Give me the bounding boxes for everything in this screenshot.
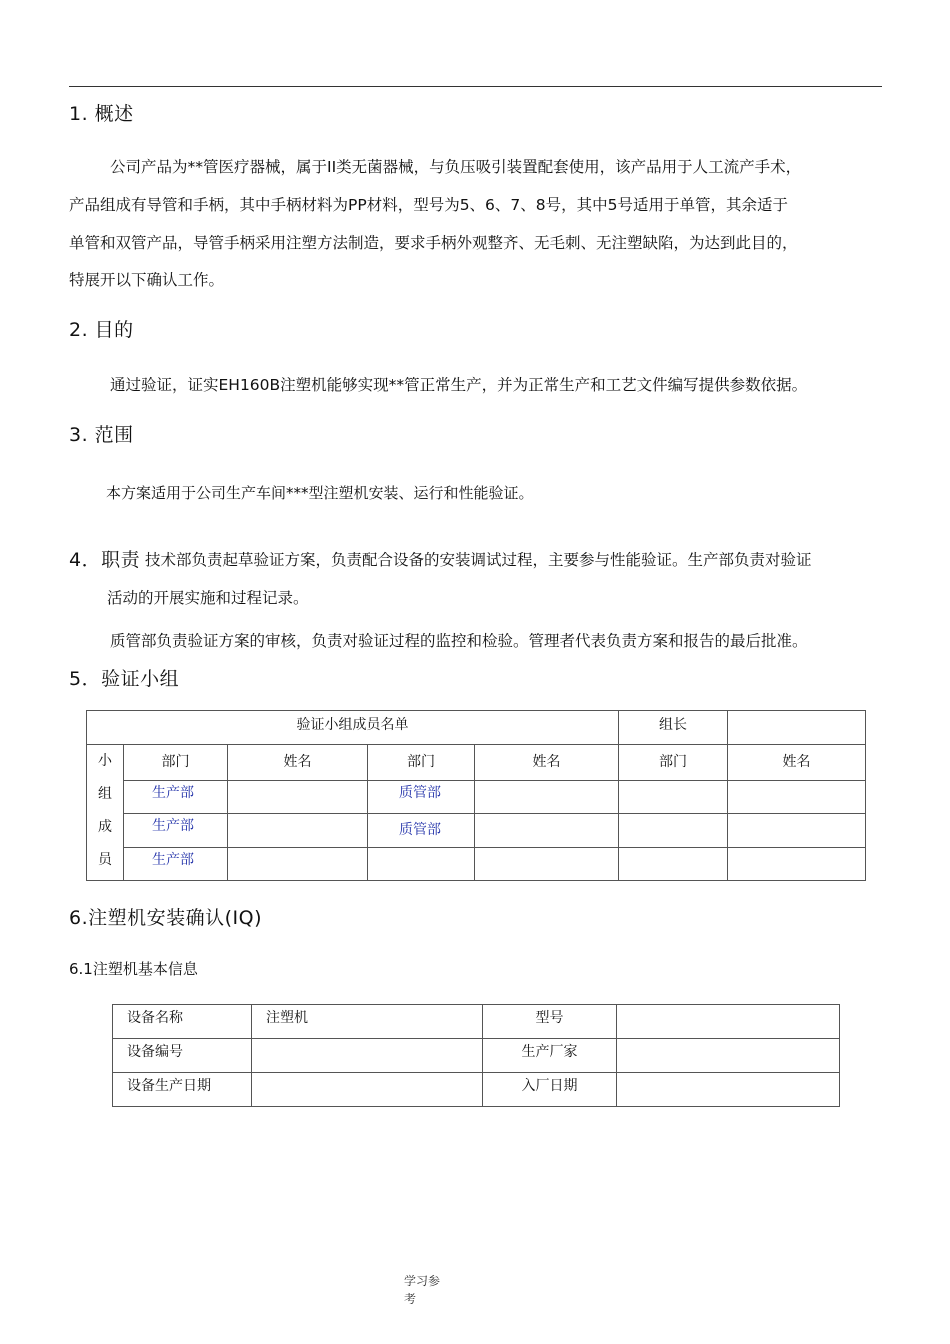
section-4-line-3: 质管部负责验证方案的审核，负责对验证过程的监控和检验。管理者代表负责方案和报告的最后批准。 xyxy=(110,632,808,650)
label-cell: 设备编号 xyxy=(113,1039,252,1073)
member-dept-cell: 生产部 xyxy=(124,781,228,814)
value-cell xyxy=(252,1073,483,1107)
section-2-title: 2. 目的 xyxy=(69,319,134,341)
section-5-title: 5．验证小组 xyxy=(69,668,180,690)
member-name-cell xyxy=(728,848,866,881)
header-rule xyxy=(69,86,882,87)
leader-value xyxy=(728,711,866,745)
section-1-line-2: 产品组成有导管和手柄，其中手柄材料为PP材料，型号为5、6、7、8号，其中5号适用于单管，其余适于 xyxy=(69,196,789,214)
leader-label: 组长 xyxy=(619,711,728,745)
table-row xyxy=(87,848,866,881)
value-cell xyxy=(617,1073,840,1107)
header-name-3: 姓名 xyxy=(728,745,866,781)
member-dept-cell xyxy=(619,848,728,881)
section-6-title: 6.注塑机安装确认(IQ) xyxy=(69,907,263,929)
section-1-line-1: 公司产品为**管医疗器械，属于II类无菌器械，与负压吸引装置配套使用，该产品用于人工流产手术， xyxy=(110,158,802,176)
member-dept-cell: 生产部 xyxy=(124,848,228,881)
table-row xyxy=(113,1073,840,1107)
section-3-text: 本方案适用于公司生产车间***型注塑机安装、运行和性能验证。 xyxy=(106,484,534,502)
member-name-cell xyxy=(228,848,368,881)
member-name-cell xyxy=(475,848,619,881)
header-name-2: 姓名 xyxy=(475,745,619,781)
member-dept-cell xyxy=(619,781,728,814)
header-dept-1: 部门 xyxy=(124,745,228,781)
member-dept-cell xyxy=(619,814,728,848)
label-cell: 设备名称 xyxy=(113,1005,252,1039)
member-name-cell xyxy=(228,814,368,848)
member-dept-cell: 生产部 xyxy=(124,814,228,848)
table-row xyxy=(87,814,866,848)
member-dept-cell: 质管部 xyxy=(368,781,475,814)
section-1-line-4: 特展开以下确认工作。 xyxy=(69,271,225,289)
table-row xyxy=(113,1005,840,1039)
value-cell xyxy=(617,1039,840,1073)
section-1-title: 1. 概述 xyxy=(69,103,134,125)
label-cell: 型号 xyxy=(483,1005,617,1039)
member-dept-cell xyxy=(368,848,475,881)
header-dept-3: 部门 xyxy=(619,745,728,781)
section-6-1-title: 6.1注塑机基本信息 xyxy=(69,960,198,978)
section-4-line-2: 活动的开展实施和过程记录。 xyxy=(107,589,309,607)
validation-team-table xyxy=(86,710,866,881)
header-name-1: 姓名 xyxy=(228,745,368,781)
member-list-title: 验证小组成员名单 xyxy=(87,711,619,745)
footer-line-1: 学习参 xyxy=(404,1274,441,1288)
table-row xyxy=(87,781,866,814)
member-name-cell xyxy=(728,814,866,848)
value-cell xyxy=(617,1005,840,1039)
value-cell xyxy=(252,1039,483,1073)
member-name-cell xyxy=(475,781,619,814)
header-dept-2: 部门 xyxy=(368,745,475,781)
member-name-cell xyxy=(728,781,866,814)
label-cell: 入厂日期 xyxy=(483,1073,617,1107)
value-cell: 注塑机 xyxy=(252,1005,483,1039)
section-1-line-3: 单管和双管产品，导管手柄采用注塑方法制造，要求手柄外观整齐、无毛刺、无注塑缺陷，为达到此目的， xyxy=(69,234,798,252)
section-2-text: 通过验证，证实EH160B注塑机能够实现**管正常生产，并为正常生产和工艺文件编写提供参数依据。 xyxy=(110,376,808,394)
section-4-line-1: 技术部负责起草验证方案，负责配合设备的安装调试过程，主要参与性能验证。生产部负责对验证 xyxy=(145,551,812,569)
label-cell: 设备生产日期 xyxy=(113,1073,252,1107)
members-label: 小 组 成 员 xyxy=(87,745,124,881)
footer xyxy=(404,1272,440,1308)
label-cell: 生产厂家 xyxy=(483,1039,617,1073)
member-name-cell xyxy=(475,814,619,848)
footer-line-2: 考 xyxy=(404,1292,417,1306)
table-header-row xyxy=(87,745,866,781)
section-3-title: 3. 范围 xyxy=(69,424,134,446)
member-dept-cell: 质管部 xyxy=(368,814,475,848)
table-row xyxy=(87,711,866,745)
table-row xyxy=(113,1039,840,1073)
section-4-title: 4．职责 xyxy=(69,549,141,571)
member-name-cell xyxy=(228,781,368,814)
machine-info-table xyxy=(112,1004,840,1107)
